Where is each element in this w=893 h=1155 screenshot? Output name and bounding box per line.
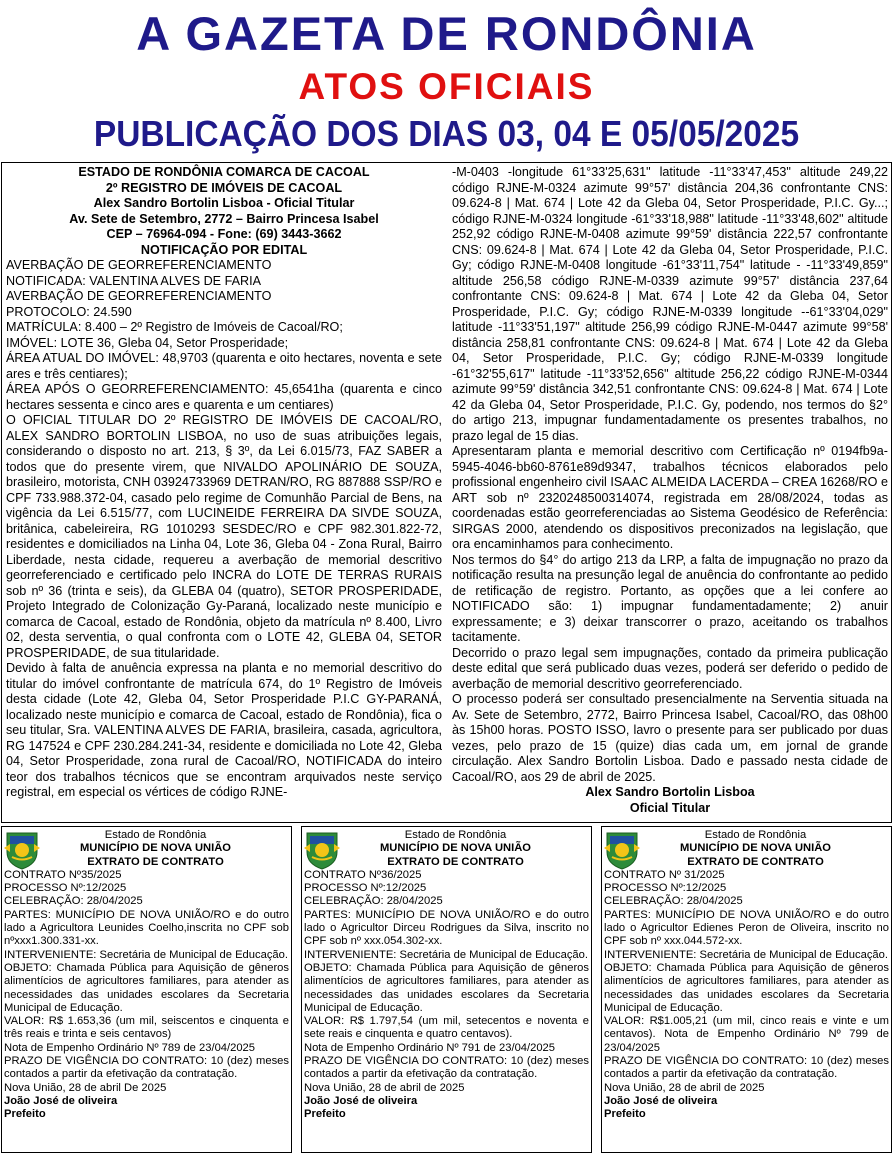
contract-kind: EXTRATO DE CONTRATO <box>87 855 224 868</box>
contract-line: PRAZO DE VIGÊNCIA DO CONTRATO: 10 (dez) meses contados a partir da efetivação da contratação. <box>4 1055 289 1081</box>
contract-line: OBJETO: Chamada Pública para Aquisição de gêneros alimentícios de agricultores familiares, para atender as necessidades das unidades escolares da Secretaria Municipal de Educação. <box>4 961 289 1014</box>
contract-line: PARTES: MUNICÍPIO DE NOVA UNIÃO/RO e do outro lado a Agricultora Leunides Coelho,inscrita no CPF sob nºxxx1.300.331-xx. <box>4 908 289 948</box>
contract-line: Nova União, 28 de abril de 2025 <box>304 1081 465 1094</box>
notice-header-line: Av. Sete de Setembro, 2772 – Bairro Princesa Isabel <box>69 211 379 226</box>
newspaper-title: A GAZETA DE RONDÔNIA <box>136 7 757 60</box>
contract-line: CONTRATO Nº 31/2025 <box>604 868 725 881</box>
contract-line: Nova União, 28 de abril De 2025 <box>4 1081 167 1094</box>
notice-paragraph: PROTOCOLO: 24.590 <box>6 304 132 319</box>
notice-paragraph: AVERBAÇÃO DE GEORREFERENCIAMENTO <box>6 258 272 272</box>
contract-signer: João José de oliveira <box>304 1094 418 1107</box>
contract-signer-role: Prefeito <box>304 1108 346 1121</box>
contract-signer: João José de oliveira <box>4 1094 118 1107</box>
contract-municipality: MUNICÍPIO DE NOVA UNIÃO <box>679 842 832 855</box>
contract-line: PRAZO DE VIGÊNCIA DO CONTRATO: 10 (dez) meses contados a partir da efetivação da contratação. <box>604 1055 889 1081</box>
contract-line: PROCESSO Nº:12/2025 <box>304 882 427 895</box>
contract-line: VALOR: R$ 1.653,36 (um mil, seiscentos e cinquenta e três reais e trinta e seis centavos) <box>4 1015 289 1041</box>
contract-state: Estado de Rondônia <box>104 829 207 841</box>
publication-dates: PUBLICAÇÃO DOS DIAS 03, 04 E 05/05/2025 <box>93 113 800 154</box>
contract-kind: EXTRATO DE CONTRATO <box>687 855 824 868</box>
contract-municipality: MUNICÍPIO DE NOVA UNIÃO <box>79 842 232 855</box>
contract-signer-role: Prefeito <box>4 1108 46 1121</box>
notice-header-line: CEP – 76964-094 - Fone: (69) 3443-3662 <box>106 227 342 241</box>
municipal-crest-icon <box>304 830 340 870</box>
contract-line: OBJETO: Chamada Pública para Aquisição de gêneros alimentícios de agricultores familiares, para atender as necessidades das unidades escolares da Secretaria Municipal de Educação. <box>304 961 589 1014</box>
contract-line: Nota de Empenho Ordinário Nº 789 de 23/04/2025 <box>4 1041 256 1054</box>
contract-line: CELEBRAÇÃO: 28/04/2025 <box>604 895 743 908</box>
signature-role: Oficial Titular <box>629 800 711 815</box>
notice-paragraph: IMÓVEL: LOTE 36, Gleba 04, Setor Prosperidade; <box>6 335 289 350</box>
contract-signer: João José de oliveira <box>604 1094 718 1107</box>
contract-line: PROCESSO Nº:12/2025 <box>4 882 127 895</box>
contract-line: Nota de Empenho Ordinário Nº 791 de 23/04/2025 <box>304 1041 556 1054</box>
notice-header-line: 2º REGISTRO DE IMÓVEIS DE CACOAL <box>105 180 343 195</box>
notice-paragraph: O processo poderá ser consultado presencialmente na Serventia situada na Av. Sete de Setembro, 2772, Bairro Princesa Isabel, Cacoal/RO, das 08h00 às 15h00 horas. POSTO ISSO, lavro o presente para ser publicado por duas vezes, pelo prazo de 15 (quize) dias cada um, em jornal de grande circulação. Alex Sandro Bortolin Lisboa. Dado e passado nesta cidade de Cacoal/RO, aos 29 de abril de 2025. <box>452 692 888 784</box>
contract-line: INTERVENIENTE: Secretária de Municipal de Educação. <box>304 948 588 961</box>
notice-paragraph: Apresentaram planta e memorial descritivo com Certificação nº 0194fb9a-5945-4046-bb60-8761e89d9347, trabalhos técnicos elaborados pelo profissional engenheiro civil ISAAC ALMEIDA LACERDA – CREA 16268/RO e ART sob nº 2320248500314074, registrada em 28/08/2024, todas as coordenadas estão georreferenciadas ao Sistema Geodésico de Referência: SIRGAS 2000, atendendo os dispositivos preconizados na legislação, que ora encaminhamos para conhecimento. <box>452 444 888 551</box>
contract-extract <box>1 826 292 1153</box>
contract-line: CELEBRAÇÃO: 28/04/2025 <box>304 895 443 908</box>
municipal-crest-icon <box>4 830 40 870</box>
notice-paragraph: -M-0403 -longitude 61°33'25,631" latitude -11°33'47,453" altitude 249,22 código RJNE-M-0324 azimute 99°57' distância 204,36 confrontante CNS: 09.624-8 | Mat. 674 | Lote 42 da Gleba 04, Setor Prosperidade, P.I.C. Gy...; código RJNE-M-0324 longitude -61°33'18,988" latitude -11°33'48,602" altitude 252,92 código RJNE-M-0408 azimute 99°59' distância 222,57 confrontante CNS: 09.624-8 | Mat. 674 | Lote 42 da Gleba 04, Setor Prosperidade, P.I.C. Gy; código RJNE-M-0408 longitude -61°33'11,754" latitude - -11°33'49,859" altitude 256,58 código RJNE-M-0339 azimute 99°57' distância 237,64 confrontante CNS: 09.624-8 | Mat. 674 | Lote 42 da Gleba 04, Setor Prosperidade, P.I.C. Gy; código RJNE-M-0339 longitude --61°33'04,029" latitude -11°33'51,197" altitude 256,99 código RJNE-M-0447 azimute 99°58' distância 258,81 confrontante CNS: 09.624-8 | Mat. 674 | Lote 42 da Gleba 04, Setor Prosperidade, P.I.C. Gy; código RJNE-M-0339 longitude -61°32'55,617" latitude -11°33'52,656" altitude 256,22 código RJNE-M-0344 azimute 99°59' distância 342,51 confrontante CNS: 09.624-8 | Mat. 674 | Lote 42 da Gleba 04, Setor Prosperidade, P.I.C. Gy, podendo, nos termos do §2° do artigo 213, impugnar fundamentadamente os presentes trabalhos, no prazo legal de 15 dias. <box>452 165 888 443</box>
contract-signer-role: Prefeito <box>604 1108 646 1121</box>
contract-line: PRAZO DE VIGÊNCIA DO CONTRATO: 10 (dez) meses contados a partir da efetivação da contratação. <box>304 1055 589 1081</box>
contract-line: PARTES: MUNICÍPIO DE NOVA UNIÃO/RO e do outro lado o Agricultor Dirceu Rodrigues da Silva, inscrito no CPF sob nº xxx.054.302-xx. <box>304 908 589 948</box>
notice-paragraph: NOTIFICADA: VALENTINA ALVES DE FARIA <box>6 273 261 288</box>
signature-name: Alex Sandro Bortolin Lisboa <box>585 785 755 799</box>
contract-line: PROCESSO Nº:12/2025 <box>604 882 727 895</box>
contract-line: CONTRATO Nº35/2025 <box>4 868 122 881</box>
contract-extract <box>301 826 592 1153</box>
contract-line: OBJETO: Chamada Pública para Aquisição de gêneros alimentícios de agricultores familiares, para atender as necessidades das unidades escolares da Secretaria Municipal de Educação. <box>604 961 889 1014</box>
contract-kind: EXTRATO DE CONTRATO <box>387 855 524 868</box>
contract-state: Estado de Rondônia <box>704 829 807 841</box>
contract-line: CONTRATO Nº36/2025 <box>304 868 422 881</box>
contract-line: CELEBRAÇÃO: 28/04/2025 <box>4 895 143 908</box>
notice-paragraph: ÁREA ATUAL DO IMÓVEL: 48,9703 (quarenta e oito hectares, noventa e sete ares e três centiares); <box>6 351 442 381</box>
contract-line: INTERVENIENTE: Secretária de Municipal de Educação. <box>604 948 888 961</box>
municipal-crest-icon <box>604 830 640 870</box>
contract-line: INTERVENIENTE: Secretária de Municipal de Educação. <box>4 948 288 961</box>
notice-paragraph: Decorrido o prazo legal sem impugnações, contado da primeira publicação deste edital que será publicado duas vezes, poderá ser deferido o pedido de averbação de memorial descritivo georreferenciado. <box>452 645 888 691</box>
notice-paragraph: MATRÍCULA: 8.400 – 2º Registro de Imóveis de Cacoal/RO; <box>6 320 343 334</box>
notice-header-line: NOTIFICAÇÃO POR EDITAL <box>140 242 308 257</box>
notice-paragraph: Nos termos do §4° do artigo 213 da LRP, a falta de impugnação no prazo da notificação resulta na presunção legal de anuência do confrontante ao pedido de retificação de registro. Portanto, as opções que a lei confere ao NOTIFICADO são: 1) impugnar fundamentadamente; 2) anuir expressamente; e 3) deixar transcorrer o prazo, aceitando os trabalhos tacitamente. <box>452 552 888 644</box>
contract-municipality: MUNICÍPIO DE NOVA UNIÃO <box>379 842 532 855</box>
contract-state: Estado de Rondônia <box>404 829 507 841</box>
notice-paragraph: ÁREA APÓS O GEORREFERENCIAMENTO: 45,6541ha (quarenta e cinco hectares sessenta e cinco ares e quarenta e um centiares) <box>6 382 442 412</box>
notice-paragraph: AVERBAÇÃO DE GEORREFERENCIAMENTO <box>6 289 272 303</box>
notice-paragraph: Devido à falta de anuência expressa na planta e no memorial descritivo do titular do imóvel confrontante de matrícula 674, do 1º Registro de Imóveis desta cidade (Lote 42, Gleba 04, Setor Prosperidade P.I.C GY-PARANÁ, localizado neste município e comarca de Cacoal, estado de Rondônia), fica o seu titular, Sra. VALENTINA ALVES DE FARIA, brasileira, casada, agricultora, RG 147524 e CPF 230.284.241-34, residente e domiciliada no Lote 42, Gleba 04, Setor Prosperidade, zona rural de Cacoal/RO, NOTIFICADA do inteiro teor dos trabalhos técnicos que se encontram arquivados neste serviço registral, em especial os vértices de código RJNE- <box>6 661 442 799</box>
contract-line: Nova União, 28 de abril de 2025 <box>604 1081 765 1094</box>
contract-extract <box>601 826 892 1153</box>
contract-line: PARTES: MUNICÍPIO DE NOVA UNIÃO/RO e do outro lado o Agricultor Edienes Peron de Oliveira, inscrito no CPF sob nº xxx.044.572-xx. <box>604 908 889 948</box>
notice-header-line: Alex Sandro Bortolin Lisboa - Oficial Titular <box>93 196 355 210</box>
contract-line: VALOR: R$ 1.797,54 (um mil, setecentos e noventa e sete reais e cinquenta e quatro centavos). <box>304 1015 589 1041</box>
contract-line: VALOR: R$1.005,21 (um mil, cinco reais e vinte e um centavos). Nota de Empenho Ordinário Nº 799 de 23/04/2025 <box>604 1015 889 1054</box>
notice-header-line: ESTADO DE RONDÔNIA COMARCA DE CACOAL <box>78 165 370 179</box>
notice-left-column <box>6 165 442 801</box>
edital-notice <box>1 162 892 823</box>
section-title: ATOS OFICIAIS <box>298 66 595 107</box>
notice-paragraph: O OFICIAL TITULAR DO 2º REGISTRO DE IMÓVEIS DE CACOAL/RO, ALEX SANDRO BORTOLIN LISBOA, no uso de suas atribuições legais, considerando o disposto no art. 213, § 3º, da Lei 6.015/73, FAZ SABER a todos que do presente virem, que NIVALDO APOLINÁRIO DE SOUZA, brasileiro, motorista, CNH 03924733969 DETRAN/RO, RG 887888 SSP/RO e CPF 733.988.372-04, casado pelo regime de Comunhão Parcial de Bens, na vigência da Lei 6.515/77, com LUCINEIDE FERREIRA DA SIVDE SOUZA, britânica, cabeleireira, RG 1010293 SESDEC/RO e CPF 982.301.822-72, residentes e domiciliados na Linha 04, Lote 36, Gleba 04 - Zona Rural, Bairro Liberdade, nesta cidade, requereu a averbação de memorial descritivo georreferenciado e certificado pelo INCRA do LOTE DE TERRAS RURAIS sob nº 36 (trinta e seis), da GLEBA 04 (quatro), SETOR PROSPERIDADE, Projeto Integrado de Colonização Gy-Paraná, localizado neste município e comarca de Cacoal, estado de Rondônia, objeto da matrícula nº 8.400, Livro 02, desta serventia, o qual confronta com o LOTE 42, GLEBA 04, SETOR PROSPERIDADE, de sua titularidade. <box>6 413 442 660</box>
notice-right-column <box>452 165 888 816</box>
